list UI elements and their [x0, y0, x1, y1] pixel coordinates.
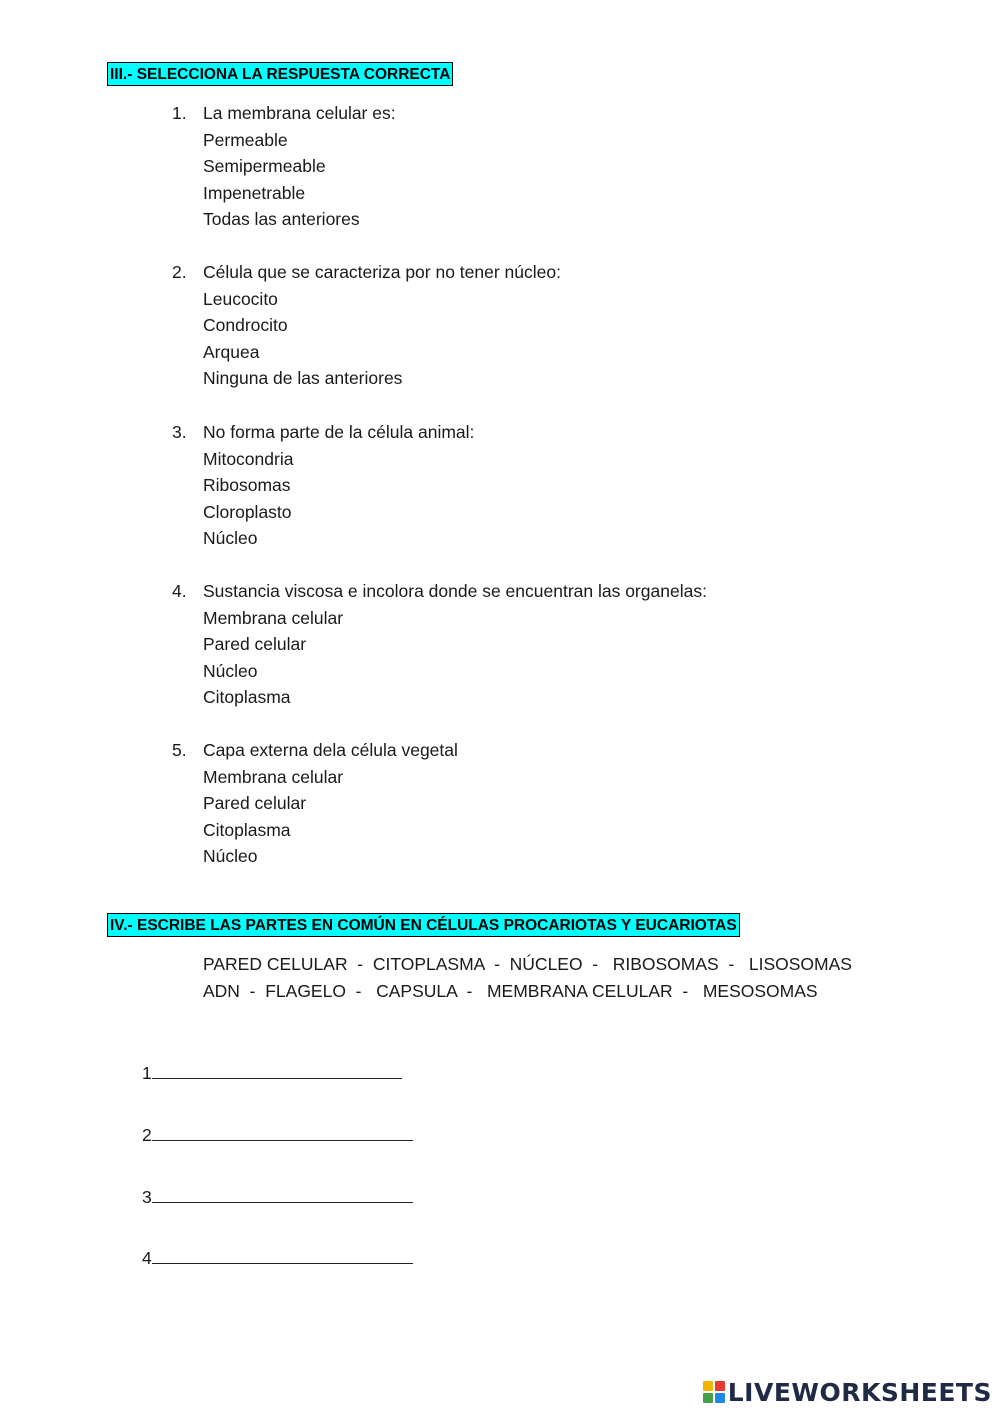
answer-option[interactable]: Cloroplasto	[203, 501, 292, 522]
answer-option[interactable]: Mitocondria	[203, 448, 294, 469]
answer-option[interactable]: Condrocito	[203, 315, 288, 336]
answer-option[interactable]: Membrana celular	[203, 607, 344, 628]
question-text: Célula que se caracteriza por no tener núcleo:	[203, 262, 561, 282]
answer-blank-2[interactable]	[142, 1122, 413, 1146]
answer-option[interactable]: Ribosomas	[203, 475, 291, 496]
section-3-heading-text: III.- SELECCIONA LA RESPUESTA CORRECTA	[110, 66, 451, 83]
question-1	[172, 100, 872, 233]
answer-underline[interactable]	[152, 1184, 413, 1203]
question-number: 5.	[172, 740, 187, 760]
question-text: La membrana celular es:	[203, 103, 396, 123]
answer-underline[interactable]	[152, 1060, 402, 1079]
answer-option[interactable]: Núcleo	[203, 660, 258, 681]
answer-number: 4	[142, 1248, 152, 1268]
question-number: 2.	[172, 262, 187, 282]
answer-blank-4[interactable]	[142, 1245, 413, 1269]
liveworksheets-logo	[703, 1377, 992, 1407]
question-5	[172, 737, 872, 870]
answer-option[interactable]: Citoplasma	[203, 687, 291, 708]
answer-option[interactable]: Membrana celular	[203, 766, 344, 787]
logo-blocks-icon	[703, 1381, 725, 1403]
question-4	[172, 578, 872, 711]
section-3-heading	[107, 62, 453, 86]
answer-option[interactable]: Ninguna de las anteriores	[203, 368, 403, 389]
question-text: Capa externa dela célula vegetal	[203, 740, 458, 760]
question-number: 1.	[172, 103, 187, 123]
section-4-heading	[107, 913, 740, 937]
answer-number: 3	[142, 1187, 152, 1207]
answer-blank-1[interactable]	[142, 1060, 402, 1084]
answer-option[interactable]: Semipermeable	[203, 156, 326, 177]
answer-option[interactable]: Leucocito	[203, 288, 278, 309]
question-text: No forma parte de la célula animal:	[203, 422, 475, 442]
answer-option[interactable]: Pared celular	[203, 634, 307, 655]
answer-number: 1	[142, 1063, 152, 1083]
answer-option[interactable]: Citoplasma	[203, 819, 291, 840]
answer-option[interactable]: Núcleo	[203, 528, 258, 549]
question-3	[172, 419, 872, 552]
answer-underline[interactable]	[152, 1122, 413, 1141]
answer-option[interactable]: Impenetrable	[203, 182, 306, 203]
question-number: 3.	[172, 422, 187, 442]
section-4-heading-text: IV.- ESCRIBE LAS PARTES EN COMÚN EN CÉLULAS PROCARIOTAS Y EUCARIOTAS	[110, 917, 737, 934]
answer-number: 2	[142, 1125, 152, 1145]
answer-option[interactable]: Permeable	[203, 129, 288, 150]
question-number: 4.	[172, 581, 187, 601]
question-2	[172, 259, 872, 392]
answer-option[interactable]: Núcleo	[203, 846, 258, 867]
answer-option[interactable]: Todas las anteriores	[203, 209, 360, 230]
logo-text: LIVEWORKSHEETS	[727, 1377, 992, 1407]
word-bank-line: PARED CELULAR - CITOPLASMA - NÚCLEO - RIBOSOMAS - LISOSOMAS	[203, 954, 852, 974]
word-bank	[203, 951, 852, 1005]
question-text: Sustancia viscosa e incolora donde se encuentran las organelas:	[203, 581, 707, 601]
answer-option[interactable]: Pared celular	[203, 793, 307, 814]
answer-blank-3[interactable]	[142, 1184, 413, 1208]
answer-option[interactable]: Arquea	[203, 341, 260, 362]
word-bank-line: ADN - FLAGELO - CAPSULA - MEMBRANA CELULAR - MESOSOMAS	[203, 981, 818, 1001]
answer-underline[interactable]	[152, 1245, 413, 1264]
